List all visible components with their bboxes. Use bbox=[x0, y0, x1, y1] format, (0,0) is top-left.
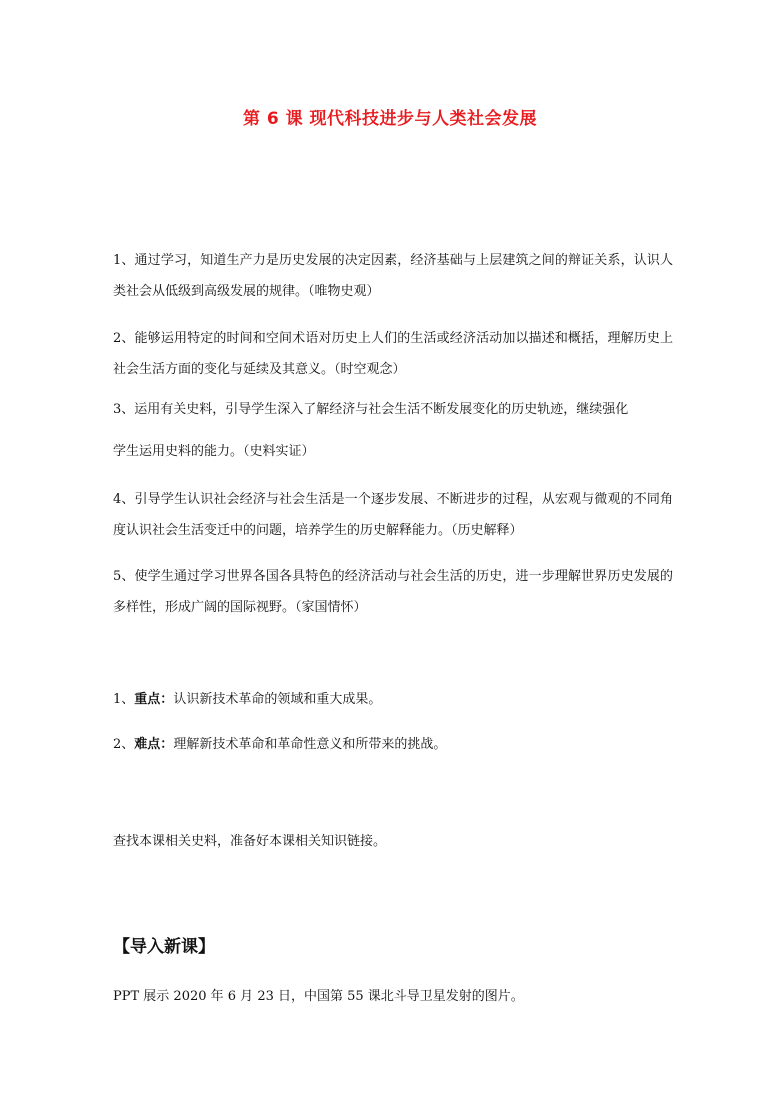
objective-5: 5、使学生通过学习世界各国各具特色的经济活动与社会生活的历史，进一步理解世界历史发展的多样性，形成广阔的国际视野。（家国情怀） bbox=[113, 569, 673, 615]
section-content: PPT 展示 2020 年 6 月 23 日，中国第 55 课北斗导卫星发射的图片。 bbox=[113, 989, 524, 1004]
objective-1: 1、通过学习，知道生产力是历史发展的决定因素，经济基础与上层建筑之间的辩证关系，认识人类社会从低级到高级发展的规律。（唯物史观） bbox=[113, 253, 673, 299]
lesson-title: 第 6 课 现代科技进步与人类社会发展 bbox=[242, 109, 538, 129]
key-point-label: 重点 bbox=[134, 692, 161, 707]
preparation-text: 查找本课相关史料，准备好本课相关知识链接。 bbox=[113, 834, 387, 849]
objective-2: 2、能够运用特定的时间和空间术语对历史上人们的生活或经济活动加以描述和概括，理解历史上社会生活方面的变化与延续及其意义。（时空观念） bbox=[113, 331, 673, 377]
objective-4: 4、引导学生认识社会经济与社会生活是一个逐步发展、不断进步的过程，从宏观与微观的不同角度认识社会生活变迁中的问题，培养学生的历史解释能力。（历史解释） bbox=[113, 492, 673, 538]
difficult-point-item bbox=[113, 735, 673, 755]
difficult-point-separator: ： bbox=[160, 737, 174, 752]
difficult-point-prefix: 2、 bbox=[113, 737, 135, 752]
objective-3-line-1: 3、运用有关史料，引导学生深入了解经济与社会生活不断发展变化的历史轨迹，继续强化 bbox=[113, 402, 629, 417]
difficult-point-text: 理解新技术革命和革命性意义和所带来的挑战。 bbox=[173, 737, 447, 752]
key-point-text: 认识新技术革命的领域和重大成果。 bbox=[173, 692, 382, 707]
key-point-separator: ： bbox=[160, 692, 174, 707]
difficult-point-label: 难点 bbox=[134, 737, 161, 752]
key-point-prefix: 1、 bbox=[113, 692, 135, 707]
objective-3-line-2: 学生运用史料的能力。（史料实证） bbox=[113, 444, 315, 459]
section-heading: 【导入新课】 bbox=[113, 937, 215, 957]
key-point-item bbox=[113, 690, 673, 710]
